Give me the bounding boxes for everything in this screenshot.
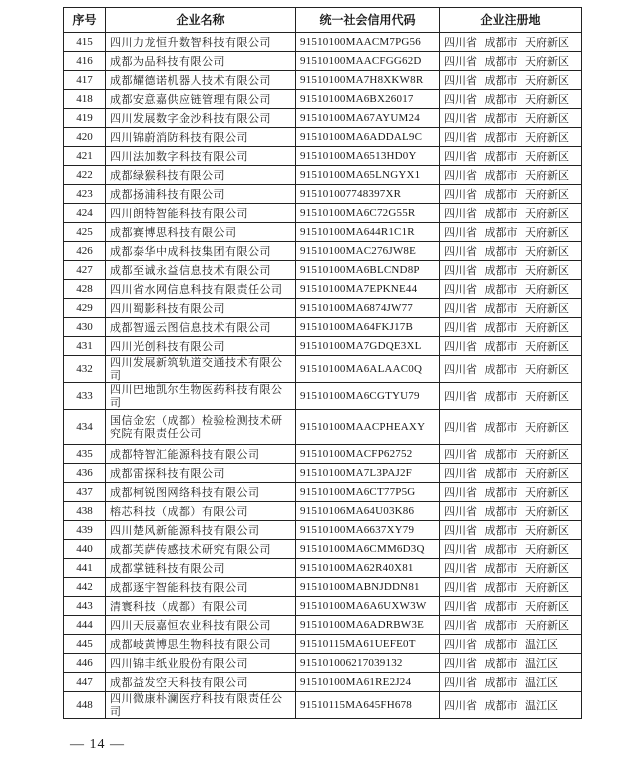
registered-location: 四川省 成都市 天府新区 (440, 299, 582, 318)
row-index: 437 (64, 483, 106, 502)
company-name: 榕芯科技（成都）有限公司 (106, 502, 296, 521)
registered-location: 四川省 成都市 天府新区 (440, 445, 582, 464)
row-index: 423 (64, 185, 106, 204)
company-name: 四川发展数字金沙科技有限公司 (106, 109, 296, 128)
company-name: 成都绿猴科技有限公司 (106, 166, 296, 185)
table-row (64, 242, 582, 261)
credit-code: 91510100MA6CT77P5G (296, 483, 440, 502)
table-row (64, 445, 582, 464)
company-name: 成都雷探科技有限公司 (106, 464, 296, 483)
row-index: 444 (64, 616, 106, 635)
header-registered-location: 企业注册地 (440, 8, 582, 33)
row-index: 441 (64, 559, 106, 578)
credit-code: 91510100MA6C72G55R (296, 204, 440, 223)
table-row (64, 616, 582, 635)
table-row (64, 464, 582, 483)
enterprise-table (63, 7, 582, 719)
table-row (64, 559, 582, 578)
table-row (64, 299, 582, 318)
credit-code: 91510100MA6BX26017 (296, 90, 440, 109)
registered-location: 四川省 成都市 天府新区 (440, 483, 582, 502)
registered-location: 四川省 成都市 天府新区 (440, 33, 582, 52)
row-index: 431 (64, 337, 106, 356)
credit-code: 91510100MAACPHEAXY (296, 410, 440, 445)
table-row (64, 318, 582, 337)
company-name: 四川省水网信息科技有限责任公司 (106, 280, 296, 299)
registered-location: 四川省 成都市 天府新区 (440, 204, 582, 223)
registered-location: 四川省 成都市 天府新区 (440, 578, 582, 597)
credit-code: 91510100MA6A6UXW3W (296, 597, 440, 616)
company-name: 成都安意嘉供应链管理有限公司 (106, 90, 296, 109)
row-index: 442 (64, 578, 106, 597)
company-name: 成都赛博思科技有限公司 (106, 223, 296, 242)
credit-code: 91510100MACFP62752 (296, 445, 440, 464)
registered-location: 四川省 成都市 天府新区 (440, 559, 582, 578)
credit-code: 91510100MA65LNGYX1 (296, 166, 440, 185)
table-row (64, 692, 582, 719)
registered-location: 四川省 成都市 天府新区 (440, 52, 582, 71)
row-index: 420 (64, 128, 106, 147)
credit-code: 915101007748397XR (296, 185, 440, 204)
registered-location: 四川省 成都市 温江区 (440, 692, 582, 719)
credit-code: 91510100MAC276JW8E (296, 242, 440, 261)
company-name: 四川朗特智能科技有限公司 (106, 204, 296, 223)
registered-location: 四川省 成都市 天府新区 (440, 109, 582, 128)
table-row (64, 52, 582, 71)
row-index: 433 (64, 383, 106, 410)
registered-location: 四川省 成都市 天府新区 (440, 464, 582, 483)
company-name: 成都扬浦科技有限公司 (106, 185, 296, 204)
registered-location: 四川省 成都市 天府新区 (440, 383, 582, 410)
table-row (64, 578, 582, 597)
company-name: 四川力龙恒升数智科技有限公司 (106, 33, 296, 52)
registered-location: 四川省 成都市 天府新区 (440, 616, 582, 635)
registered-location: 四川省 成都市 温江区 (440, 635, 582, 654)
registered-location: 四川省 成都市 天府新区 (440, 280, 582, 299)
company-name: 成都泰华中成科技集团有限公司 (106, 242, 296, 261)
company-name: 成都芙萨传感技术研究有限公司 (106, 540, 296, 559)
credit-code: 91510100MAACFGG62D (296, 52, 440, 71)
credit-code: 91510100MAACM7PG56 (296, 33, 440, 52)
credit-code: 91510100MA6BLCND8P (296, 261, 440, 280)
company-name: 成都智遥云图信息技术有限公司 (106, 318, 296, 337)
registered-location: 四川省 成都市 天府新区 (440, 71, 582, 90)
registered-location: 四川省 成都市 天府新区 (440, 261, 582, 280)
company-name: 四川法加数字科技有限公司 (106, 147, 296, 166)
table-row (64, 673, 582, 692)
registered-location: 四川省 成都市 天府新区 (440, 356, 582, 383)
credit-code: 91510100MA6874JW77 (296, 299, 440, 318)
company-name: 四川微康朴澜医疗科技有限责任公司 (106, 692, 296, 719)
table-row (64, 147, 582, 166)
table-row (64, 502, 582, 521)
row-index: 448 (64, 692, 106, 719)
credit-code: 91510100MA7EPKNE44 (296, 280, 440, 299)
row-index: 419 (64, 109, 106, 128)
company-name: 成都逐宇智能科技有限公司 (106, 578, 296, 597)
row-index: 445 (64, 635, 106, 654)
row-index: 438 (64, 502, 106, 521)
row-index: 436 (64, 464, 106, 483)
credit-code: 915101006217039132 (296, 654, 440, 673)
registered-location: 四川省 成都市 温江区 (440, 673, 582, 692)
credit-code: 91510106MA64U03K86 (296, 502, 440, 521)
row-index: 421 (64, 147, 106, 166)
table-row (64, 33, 582, 52)
table-row (64, 540, 582, 559)
credit-code: 91510100MA64FKJ17B (296, 318, 440, 337)
company-name: 成都为品科技有限公司 (106, 52, 296, 71)
table-row (64, 109, 582, 128)
company-name: 四川光创科技有限公司 (106, 337, 296, 356)
table-row (64, 654, 582, 673)
credit-code: 91510100MA7GDQE3XL (296, 337, 440, 356)
row-index: 447 (64, 673, 106, 692)
registered-location: 四川省 成都市 天府新区 (440, 410, 582, 445)
row-index: 428 (64, 280, 106, 299)
table-row (64, 223, 582, 242)
company-name: 四川巴地凯尔生物医药科技有限公司 (106, 383, 296, 410)
row-index: 415 (64, 33, 106, 52)
table-body (64, 33, 582, 719)
row-index: 424 (64, 204, 106, 223)
registered-location: 四川省 成都市 天府新区 (440, 128, 582, 147)
table-row (64, 521, 582, 540)
table-row (64, 410, 582, 445)
header-company-name: 企业名称 (106, 8, 296, 33)
credit-code: 91510115MA61UEFE0T (296, 635, 440, 654)
row-index: 435 (64, 445, 106, 464)
registered-location: 四川省 成都市 温江区 (440, 654, 582, 673)
row-index: 417 (64, 71, 106, 90)
table-row (64, 90, 582, 109)
row-index: 446 (64, 654, 106, 673)
table-row (64, 71, 582, 90)
table-row (64, 261, 582, 280)
company-name: 成都掌链科技有限公司 (106, 559, 296, 578)
page-number: — 14 — (70, 737, 125, 752)
registered-location: 四川省 成都市 天府新区 (440, 597, 582, 616)
table-row (64, 635, 582, 654)
table-row (64, 483, 582, 502)
company-name: 成都特智汇能源科技有限公司 (106, 445, 296, 464)
company-name: 成都益发空天科技有限公司 (106, 673, 296, 692)
table-row (64, 185, 582, 204)
table-row (64, 383, 582, 410)
company-name: 四川楚风新能源科技有限公司 (106, 521, 296, 540)
credit-code: 91510100MA67AYUM24 (296, 109, 440, 128)
credit-code: 91510115MA645FH678 (296, 692, 440, 719)
registered-location: 四川省 成都市 天府新区 (440, 318, 582, 337)
credit-code: 91510100MA61RE2J24 (296, 673, 440, 692)
company-name: 成都岐黄博思生物科技有限公司 (106, 635, 296, 654)
company-name: 国信金宏（成都）检验检测技术研究院有限责任公司 (106, 410, 296, 445)
row-index: 422 (64, 166, 106, 185)
company-name: 四川天辰嘉恒农业科技有限公司 (106, 616, 296, 635)
credit-code: 91510100MA6ADDAL9C (296, 128, 440, 147)
header-index: 序号 (64, 8, 106, 33)
company-name: 四川蜀影科技有限公司 (106, 299, 296, 318)
credit-code: 91510100MA6CMM6D3Q (296, 540, 440, 559)
registered-location: 四川省 成都市 天府新区 (440, 242, 582, 261)
company-name: 清寰科技（成都）有限公司 (106, 597, 296, 616)
credit-code: 91510100MA6ADRBW3E (296, 616, 440, 635)
row-index: 432 (64, 356, 106, 383)
registered-location: 四川省 成都市 天府新区 (440, 90, 582, 109)
registered-location: 四川省 成都市 天府新区 (440, 540, 582, 559)
row-index: 439 (64, 521, 106, 540)
registered-location: 四川省 成都市 天府新区 (440, 223, 582, 242)
credit-code: 91510100MA6ALAAC0Q (296, 356, 440, 383)
table-row (64, 204, 582, 223)
credit-code: 91510100MA62R40X81 (296, 559, 440, 578)
table-row (64, 597, 582, 616)
row-index: 434 (64, 410, 106, 445)
row-index: 416 (64, 52, 106, 71)
table-row (64, 280, 582, 299)
row-index: 425 (64, 223, 106, 242)
registered-location: 四川省 成都市 天府新区 (440, 337, 582, 356)
registered-location: 四川省 成都市 天府新区 (440, 502, 582, 521)
credit-code: 91510100MA7H8XKW8R (296, 71, 440, 90)
registered-location: 四川省 成都市 天府新区 (440, 185, 582, 204)
credit-code: 91510100MA7L3PAJ2F (296, 464, 440, 483)
company-name: 四川发展新筑轨道交通技术有限公司 (106, 356, 296, 383)
company-name: 四川锦丰纸业股份有限公司 (106, 654, 296, 673)
table-row (64, 337, 582, 356)
table-row (64, 166, 582, 185)
credit-code: 91510100MABNJDDN81 (296, 578, 440, 597)
header-credit-code: 统一社会信用代码 (296, 8, 440, 33)
registered-location: 四川省 成都市 天府新区 (440, 166, 582, 185)
row-index: 427 (64, 261, 106, 280)
table-row (64, 128, 582, 147)
row-index: 430 (64, 318, 106, 337)
credit-code: 91510100MA6CGTYU79 (296, 383, 440, 410)
company-name: 四川锦蔚消防科技有限公司 (106, 128, 296, 147)
registered-location: 四川省 成都市 天府新区 (440, 521, 582, 540)
company-name: 成都柯锐图网络科技有限公司 (106, 483, 296, 502)
registered-location: 四川省 成都市 天府新区 (440, 147, 582, 166)
table-header-row (64, 8, 582, 33)
row-index: 443 (64, 597, 106, 616)
credit-code: 91510100MA644R1C1R (296, 223, 440, 242)
company-name: 成都耀德诺机器人技术有限公司 (106, 71, 296, 90)
row-index: 429 (64, 299, 106, 318)
credit-code: 91510100MA6637XY79 (296, 521, 440, 540)
credit-code: 91510100MA6513HD0Y (296, 147, 440, 166)
company-name: 成都至诚永益信息技术有限公司 (106, 261, 296, 280)
table-row (64, 356, 582, 383)
row-index: 440 (64, 540, 106, 559)
row-index: 418 (64, 90, 106, 109)
row-index: 426 (64, 242, 106, 261)
